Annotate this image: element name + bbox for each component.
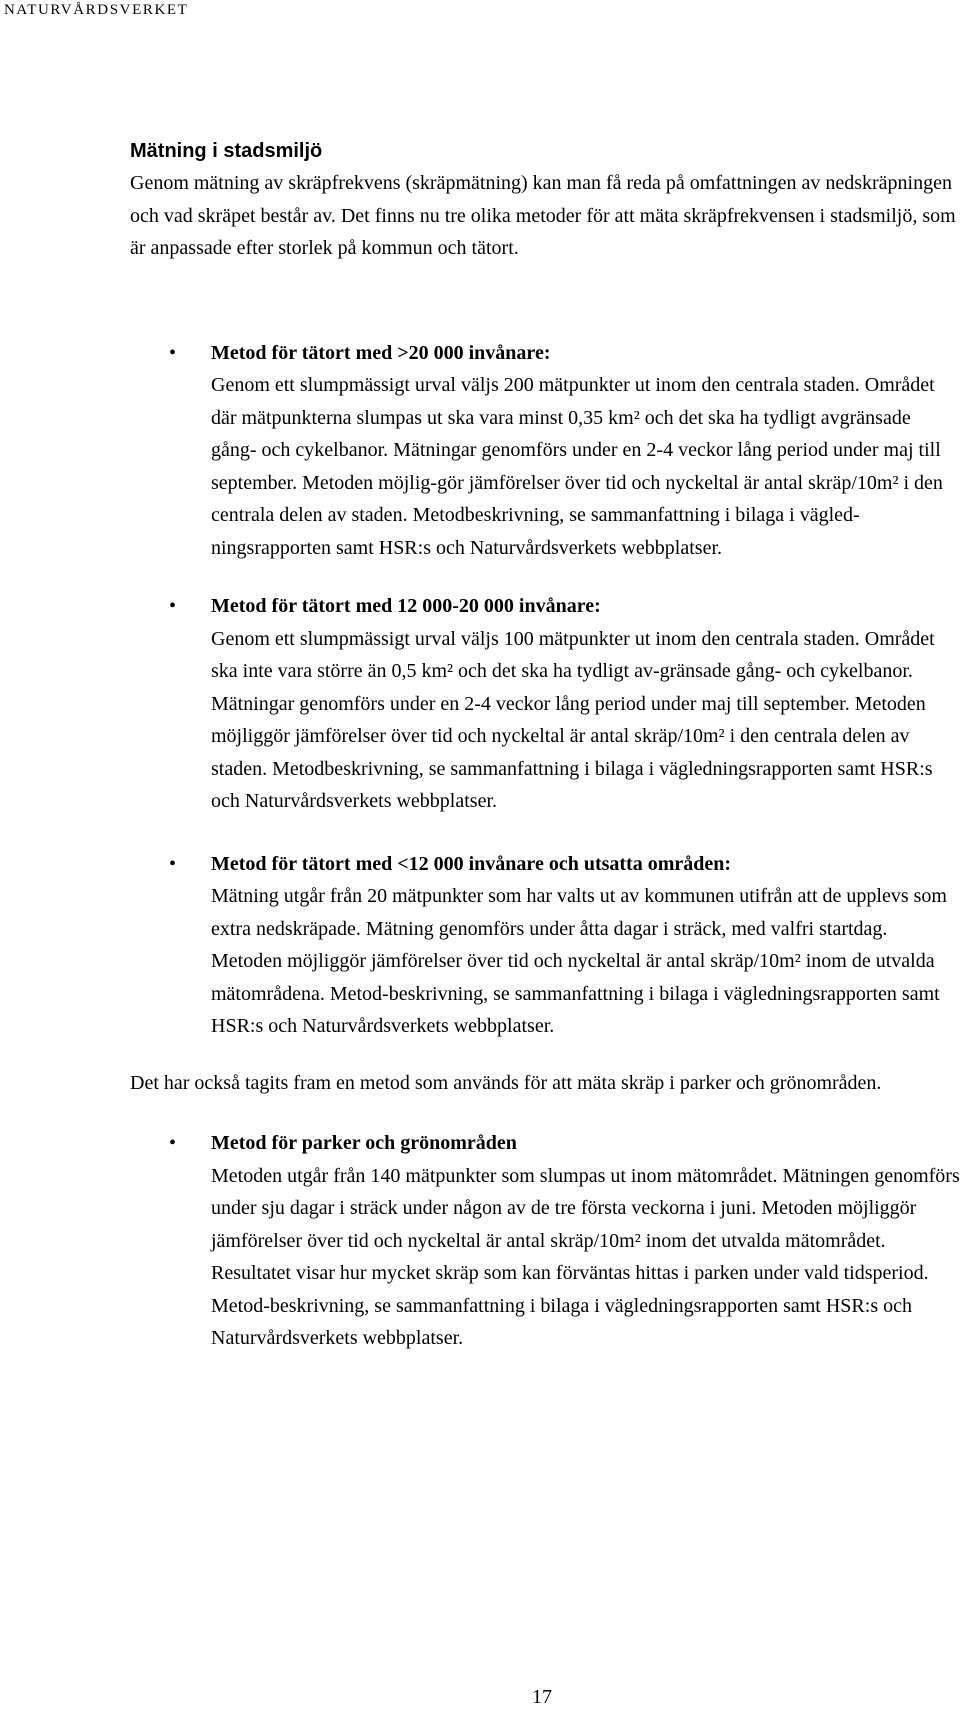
bullet-icon: • <box>169 1132 177 1154</box>
parks-intro-paragraph: Det har också tagits fram en metod som används för att mäta skräp i parker och grönområden. <box>130 1071 882 1094</box>
page-number: 17 <box>532 1686 552 1708</box>
method-description: Metoden utgår från 140 mätpunkter som slumpas ut inom mätområdet. Mätningen genomförs under sju dagar i sträck under någon av de tre första veckorna i juni. Metoden möjliggör jämförelser över tid och nyckeltal är antal skräp/10m² inom det utvalda mätområdet. Resultatet visar hur mycket skräp som kan förväntas hittas i parken under vald tidsperiod. Metod-beskrivning, se sammanfattning i bilaga i vägledningsrapporten samt HSR:s och Naturvårdsverkets webbplatser. <box>211 1164 960 1349</box>
bullet-icon: • <box>169 595 177 617</box>
method-body <box>211 590 960 818</box>
bullet-icon: • <box>169 852 177 875</box>
method-item-small-town <box>130 848 960 1043</box>
method-description: Genom ett slumpmässigt urval väljs 100 mätpunkter ut inom den centrala staden. Området ska inte vara större än 0,5 km² och det ska ha tydligt av-gränsade gång- och cykelbanor. Mätningar genomförs under en 2-4 veckor lång period under maj till september. Metoden möjliggör jämförelser över tid och nyckeltal är antal skräp/10m² i den centrala delen av staden. Metodbeskrivning, se sammanfattning i bilaga i vägledningsrapporten samt HSR:s och Naturvårdsverkets webbplatser. <box>211 627 935 812</box>
method-body <box>211 337 960 565</box>
intro-paragraph: Genom mätning av skräpfrekvens (skräpmätning) kan man få reda på omfattningen av nedskräpningen och vad skräpet består av. Det finns nu tre olika metoder för att mäta skräpfrekvensen i stadsmiljö, som är anpassade efter storlek på kommun och tätort. <box>130 172 956 259</box>
section-heading: Mätning i stadsmiljö <box>130 140 323 162</box>
running-header: NATURVÅRDSVERKET <box>4 2 189 18</box>
method-description: Genom ett slumpmässigt urval väljs 200 mätpunkter ut inom den centrala staden. Området där mätpunkterna slumpas ut ska vara minst 0,35 km² och det ska ha tydligt avgränsade gång- och cykelbanor. Mätningar genomförs under en 2-4 veckor lång period under maj till september. Metoden möjlig-gör jämförelser över tid och nyckeltal är antal skräp/10m² i den centrala delen av staden. Metodbeskrivning, se sammanfattning i bilaga i vägled-ningsrapporten samt HSR:s och Naturvårdsverkets webbplatser. <box>211 374 943 559</box>
page-content <box>130 138 960 1355</box>
method-title: Metod för tätort med 12 000-20 000 invånare: <box>211 595 601 617</box>
method-item-parks <box>130 1127 960 1355</box>
method-item-large-town <box>130 337 960 565</box>
bullet-icon: • <box>169 341 177 364</box>
method-item-medium-town <box>130 590 960 818</box>
method-description: Mätning utgår från 20 mätpunkter som har valts ut av kommunen utifrån att de upplevs som extra nedskräpade. Mätning genomförs under åtta dagar i sträck, med valfri startdag. Metoden möjliggör jämförelser över tid och nyckeltal är antal skräp/10m² inom de utvalda mätområdena. Metod-beskrivning, se sammanfattning i bilaga i vägledningsrapporten samt HSR:s och Naturvårdsverkets webbplatser. <box>211 885 947 1037</box>
method-title: Metod för tätort med <12 000 invånare och utsatta områden: <box>211 852 732 875</box>
method-body <box>211 848 960 1043</box>
method-title: Metod för parker och grönområden <box>211 1132 517 1154</box>
method-body <box>211 1127 960 1355</box>
method-title: Metod för tätort med >20 000 invånare: <box>211 341 551 364</box>
